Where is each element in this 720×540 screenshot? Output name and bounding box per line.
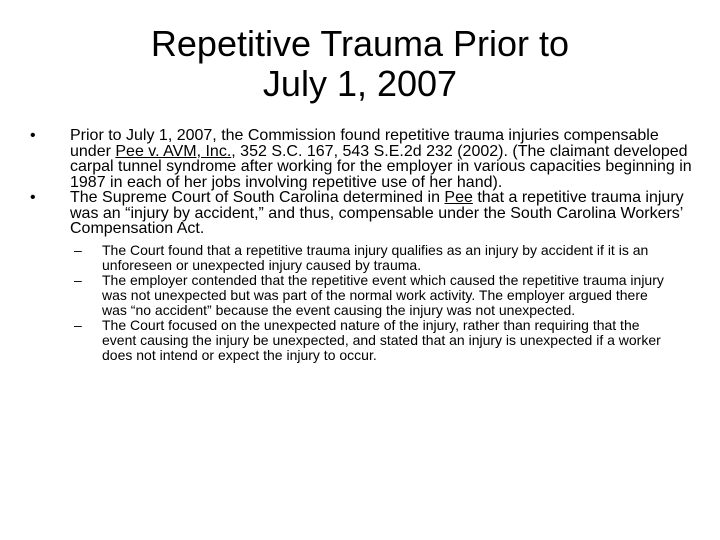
bullet-item xyxy=(26,128,696,190)
sub-bullet-text: The employer contended that the repetitive event which caused the repetitive trauma injury was not unexpected but was part of the normal work activity. The employer argued there was “no accident” because the event causing the injury was not unexpected. xyxy=(102,271,664,318)
sub-bullet-item xyxy=(72,273,672,318)
bullet-item xyxy=(26,190,696,237)
sub-bullet-text: The Court found that a repetitive trauma injury qualifies as an injury by accident if it is an unforeseen or unexpected injury caused by trauma. xyxy=(102,241,649,273)
sub-bullet-item xyxy=(72,243,672,273)
sub-bullet-item xyxy=(72,318,672,363)
sub-bullet-list xyxy=(72,243,672,363)
bullet-text-pre: The Supreme Court of South Carolina determined in xyxy=(70,189,445,206)
bullet-marker: • xyxy=(30,189,36,206)
dash-marker: – xyxy=(74,271,82,288)
bullet-list xyxy=(26,128,696,363)
bullet-text-pre: Prior to July 1, 2007, the Commission found repetitive trauma injuries compensable under xyxy=(70,127,659,160)
title-line-1: Repetitive Trauma Prior to xyxy=(150,23,570,64)
case-citation: Pee v. AVM, Inc. xyxy=(115,142,232,160)
case-citation: Pee xyxy=(444,189,473,206)
sub-bullet-text: The Court focused on the unexpected nature of the injury, rather than requiring that the event causing the injury be unexpected, and stated that an injury is unexpected if a worker does not intend or expect the injury to occur. xyxy=(102,316,661,363)
title-line-2: July 1, 2007 xyxy=(262,63,458,104)
bullet-text-post: , 352 S.C. 167, 543 S.E.2d 232 (2002). (The claimant developed carpal tunnel syndrome after working for the employer in various capacities beginning in 1987 in each of her jobs involving repetitive use of her hand). xyxy=(70,142,692,191)
bullet-marker: • xyxy=(30,127,36,144)
dash-marker: – xyxy=(74,316,82,333)
dash-marker: – xyxy=(74,241,82,258)
slide-title xyxy=(60,24,660,104)
bullet-text-post: that a repetitive trauma injury was an “injury by accident,” and thus, compensable under the South Carolina Workers’ Compensation Act. xyxy=(70,189,684,237)
